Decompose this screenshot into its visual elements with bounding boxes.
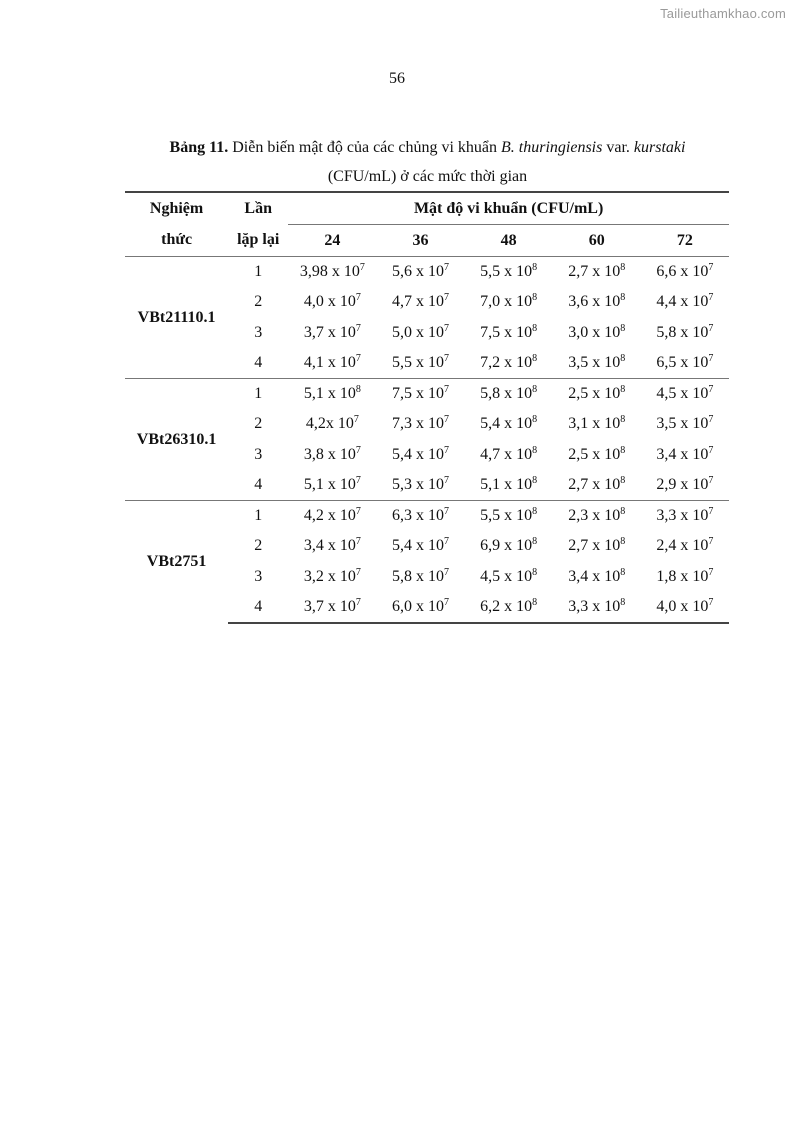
density-mantissa: 5,5 x 10 bbox=[480, 507, 533, 524]
density-cell bbox=[376, 379, 464, 410]
replicate-cell: 1 bbox=[228, 379, 288, 410]
density-exponent: 8 bbox=[532, 292, 538, 304]
density-cell bbox=[641, 257, 729, 288]
density-cell bbox=[465, 287, 553, 318]
density-cell bbox=[641, 348, 729, 379]
density-cell bbox=[641, 562, 729, 593]
density-exponent: 7 bbox=[708, 596, 714, 608]
density-cell bbox=[553, 257, 641, 288]
density-mantissa: 4,2 x 10 bbox=[303, 507, 356, 524]
density-exponent: 7 bbox=[708, 566, 714, 578]
caption-line-2: (CFU/mL) ở các mức thời gian bbox=[327, 168, 528, 185]
density-mantissa: 3,3 x 10 bbox=[656, 507, 709, 524]
density-cell bbox=[553, 318, 641, 349]
density-exponent: 7 bbox=[355, 566, 361, 578]
density-mantissa: 4,7 x 10 bbox=[480, 445, 533, 463]
density-cell bbox=[553, 379, 641, 410]
density-mantissa: 3,0 x 10 bbox=[568, 323, 621, 341]
density-cell bbox=[376, 348, 464, 379]
density-mantissa: 5,4 x 10 bbox=[391, 537, 444, 555]
density-mantissa: 3,4 x 10 bbox=[656, 445, 709, 463]
density-cell bbox=[288, 501, 376, 532]
density-cell bbox=[465, 470, 553, 501]
header-rep-line1: Lần bbox=[244, 199, 272, 217]
density-mantissa: 3,2 x 10 bbox=[303, 567, 356, 585]
density-mantissa: 6,3 x 10 bbox=[391, 507, 444, 524]
density-exponent: 7 bbox=[355, 353, 361, 364]
density-cell bbox=[553, 501, 641, 532]
density-mantissa: 7,0 x 10 bbox=[480, 293, 533, 311]
density-mantissa: 4,0 x 10 bbox=[656, 597, 709, 615]
density-mantissa: 3,4 x 10 bbox=[568, 567, 621, 585]
density-exponent: 7 bbox=[708, 384, 714, 395]
density-cell bbox=[288, 531, 376, 562]
density-cell bbox=[553, 531, 641, 562]
density-exponent: 8 bbox=[532, 506, 538, 517]
density-exponent: 7 bbox=[443, 353, 449, 364]
treatment-cell: VBt2751 bbox=[125, 501, 228, 623]
density-exponent: 7 bbox=[443, 536, 449, 548]
density-mantissa: 4,2x 10 bbox=[305, 415, 354, 433]
density-cell bbox=[288, 440, 376, 471]
density-mantissa: 1,8 x 10 bbox=[656, 567, 709, 585]
density-exponent: 8 bbox=[532, 322, 538, 334]
density-cell bbox=[288, 592, 376, 623]
replicate-cell: 2 bbox=[254, 537, 263, 555]
density-table bbox=[125, 191, 729, 624]
density-mantissa: 5,8 x 10 bbox=[391, 567, 444, 585]
density-exponent: 7 bbox=[708, 536, 714, 548]
density-mantissa: 2,9 x 10 bbox=[656, 476, 709, 493]
density-exponent: 7 bbox=[708, 506, 714, 517]
density-cell bbox=[465, 592, 553, 623]
header-time: 24 bbox=[324, 231, 341, 249]
density-mantissa: 6,0 x 10 bbox=[391, 597, 444, 615]
density-mantissa: 3,6 x 10 bbox=[568, 293, 621, 311]
density-exponent: 7 bbox=[708, 353, 714, 364]
density-exponent: 7 bbox=[708, 322, 714, 334]
density-mantissa: 5,8 x 10 bbox=[480, 385, 533, 402]
density-exponent: 8 bbox=[532, 414, 538, 426]
density-mantissa: 5,0 x 10 bbox=[391, 323, 444, 341]
density-cell bbox=[376, 531, 464, 562]
density-exponent: 7 bbox=[708, 262, 714, 273]
density-mantissa: 3,8 x 10 bbox=[303, 445, 356, 463]
table-row bbox=[125, 379, 729, 410]
density-mantissa: 5,8 x 10 bbox=[656, 323, 709, 341]
density-mantissa: 3,7 x 10 bbox=[303, 323, 356, 341]
header-treatment bbox=[125, 192, 228, 225]
replicate-cell: 2 bbox=[254, 293, 263, 311]
replicate-cell: 4 bbox=[254, 354, 263, 371]
density-cell bbox=[288, 470, 376, 501]
caption-species: B. thuringiensis bbox=[501, 139, 603, 156]
density-mantissa: 5,5 x 10 bbox=[480, 263, 533, 280]
density-exponent: 7 bbox=[443, 566, 449, 578]
density-mantissa: 4,0 x 10 bbox=[303, 293, 356, 311]
density-cell bbox=[288, 562, 376, 593]
density-exponent: 7 bbox=[443, 384, 449, 395]
header-rep-line2: lặp lại bbox=[237, 231, 280, 249]
density-mantissa: 7,5 x 10 bbox=[480, 323, 533, 341]
density-cell bbox=[376, 257, 464, 288]
density-exponent: 8 bbox=[532, 384, 538, 395]
caption-label: Bảng 11. bbox=[169, 139, 229, 156]
density-exponent: 7 bbox=[355, 322, 361, 334]
density-mantissa: 7,3 x 10 bbox=[391, 415, 444, 433]
density-exponent: 8 bbox=[532, 596, 538, 608]
treatment-cell: VBt26310.1 bbox=[125, 379, 228, 501]
density-cell bbox=[465, 562, 553, 593]
header-rep bbox=[228, 192, 288, 225]
caption-line-1 bbox=[120, 133, 735, 162]
density-exponent: 8 bbox=[532, 353, 538, 364]
density-mantissa: 3,98 x 10 bbox=[299, 263, 360, 280]
density-mantissa: 3,1 x 10 bbox=[568, 415, 621, 433]
density-mantissa: 5,1 x 10 bbox=[303, 385, 356, 402]
density-cell bbox=[641, 470, 729, 501]
header-time: 48 bbox=[500, 231, 517, 249]
table-row bbox=[125, 501, 729, 532]
density-mantissa: 2,7 x 10 bbox=[568, 476, 621, 493]
header-density-group: Mật độ vi khuẩn (CFU/mL) bbox=[288, 192, 729, 225]
density-exponent: 7 bbox=[443, 506, 449, 517]
density-exponent: 8 bbox=[620, 444, 626, 456]
density-exponent: 8 bbox=[620, 353, 626, 364]
density-cell bbox=[465, 409, 553, 440]
header-row-1 bbox=[125, 192, 729, 225]
density-cell bbox=[376, 592, 464, 623]
density-cell bbox=[465, 379, 553, 410]
density-cell bbox=[465, 318, 553, 349]
replicate-cell: 3 bbox=[254, 567, 263, 585]
replicate-cell: 3 bbox=[254, 323, 263, 341]
density-exponent: 7 bbox=[355, 536, 361, 548]
treatment-cell: VBt21110.1 bbox=[125, 257, 228, 379]
table-caption bbox=[120, 133, 735, 191]
density-exponent: 8 bbox=[620, 414, 626, 426]
density-mantissa: 2,3 x 10 bbox=[568, 507, 621, 524]
density-cell bbox=[553, 440, 641, 471]
density-exponent: 8 bbox=[620, 536, 626, 548]
density-mantissa: 3,5 x 10 bbox=[568, 354, 621, 371]
density-cell bbox=[641, 379, 729, 410]
caption-text: Diễn biến mật độ của các chủng vi khuẩn bbox=[228, 139, 502, 156]
density-cell bbox=[288, 287, 376, 318]
density-cell bbox=[288, 318, 376, 349]
density-cell bbox=[553, 470, 641, 501]
watermark: Tailieuthamkhao.com bbox=[660, 6, 786, 21]
density-mantissa: 5,6 x 10 bbox=[391, 263, 444, 280]
density-cell bbox=[553, 562, 641, 593]
density-mantissa: 2,4 x 10 bbox=[656, 537, 709, 555]
density-mantissa: 5,1 x 10 bbox=[303, 476, 356, 493]
density-cell bbox=[288, 257, 376, 288]
density-mantissa: 2,7 x 10 bbox=[568, 263, 621, 280]
density-exponent: 7 bbox=[708, 444, 714, 456]
density-cell bbox=[376, 318, 464, 349]
density-exponent: 8 bbox=[620, 596, 626, 608]
density-cell bbox=[553, 287, 641, 318]
density-mantissa: 4,5 x 10 bbox=[480, 567, 533, 585]
density-exponent: 7 bbox=[355, 506, 361, 517]
caption-var: var. bbox=[602, 139, 634, 156]
density-mantissa: 3,7 x 10 bbox=[303, 597, 356, 615]
density-exponent: 8 bbox=[620, 292, 626, 304]
page-number: 56 bbox=[389, 70, 405, 87]
density-cell bbox=[465, 440, 553, 471]
caption-subspecies: kurstaki bbox=[633, 139, 686, 156]
replicate-cell: 1 bbox=[228, 501, 288, 532]
density-exponent: 8 bbox=[620, 262, 626, 273]
replicate-cell: 4 bbox=[254, 476, 263, 493]
density-cell bbox=[641, 531, 729, 562]
density-exponent: 8 bbox=[620, 475, 626, 486]
density-exponent: 7 bbox=[443, 292, 449, 304]
density-exponent: 8 bbox=[620, 506, 626, 517]
density-mantissa: 5,4 x 10 bbox=[391, 445, 444, 463]
density-cell bbox=[376, 287, 464, 318]
replicate-cell: 3 bbox=[254, 445, 263, 463]
density-mantissa: 4,1 x 10 bbox=[303, 354, 356, 371]
table-row bbox=[125, 257, 729, 288]
density-mantissa: 4,5 x 10 bbox=[656, 385, 709, 402]
density-exponent: 8 bbox=[620, 384, 626, 395]
density-cell bbox=[465, 531, 553, 562]
density-mantissa: 5,3 x 10 bbox=[391, 476, 444, 493]
density-cell bbox=[376, 562, 464, 593]
header-time: 60 bbox=[588, 231, 605, 249]
density-cell bbox=[641, 501, 729, 532]
density-cell bbox=[553, 409, 641, 440]
density-exponent: 7 bbox=[443, 596, 449, 608]
density-mantissa: 7,2 x 10 bbox=[480, 354, 533, 371]
density-cell bbox=[641, 440, 729, 471]
density-mantissa: 6,9 x 10 bbox=[480, 537, 533, 555]
density-exponent: 8 bbox=[532, 475, 538, 486]
density-exponent: 7 bbox=[443, 444, 449, 456]
density-exponent: 7 bbox=[353, 414, 359, 426]
density-cell bbox=[465, 501, 553, 532]
density-cell bbox=[288, 379, 376, 410]
density-cell bbox=[641, 318, 729, 349]
density-cell bbox=[641, 409, 729, 440]
density-mantissa: 4,7 x 10 bbox=[391, 293, 444, 311]
density-exponent: 7 bbox=[443, 322, 449, 334]
density-exponent: 7 bbox=[359, 262, 365, 273]
header-treatment-line1: Nghiệm bbox=[149, 199, 204, 217]
density-mantissa: 5,4 x 10 bbox=[480, 415, 533, 433]
density-exponent: 8 bbox=[532, 444, 538, 456]
density-exponent: 7 bbox=[708, 475, 714, 486]
density-mantissa: 6,2 x 10 bbox=[480, 597, 533, 615]
density-exponent: 7 bbox=[355, 475, 361, 486]
density-exponent: 7 bbox=[355, 596, 361, 608]
density-exponent: 8 bbox=[532, 566, 538, 578]
density-cell bbox=[376, 501, 464, 532]
density-exponent: 8 bbox=[620, 322, 626, 334]
density-mantissa: 3,5 x 10 bbox=[656, 415, 709, 433]
density-mantissa: 7,5 x 10 bbox=[391, 385, 444, 402]
density-exponent: 7 bbox=[443, 414, 449, 426]
density-mantissa: 2,5 x 10 bbox=[568, 445, 621, 463]
density-mantissa: 3,4 x 10 bbox=[303, 537, 356, 555]
density-cell bbox=[376, 440, 464, 471]
density-exponent: 7 bbox=[443, 262, 449, 273]
density-exponent: 8 bbox=[532, 262, 538, 273]
density-cell bbox=[641, 287, 729, 318]
density-cell bbox=[465, 348, 553, 379]
density-mantissa: 5,1 x 10 bbox=[480, 476, 533, 493]
density-mantissa: 6,6 x 10 bbox=[656, 263, 709, 280]
density-exponent: 7 bbox=[708, 414, 714, 426]
density-cell bbox=[288, 409, 376, 440]
density-exponent: 7 bbox=[355, 292, 361, 304]
density-exponent: 7 bbox=[443, 475, 449, 486]
density-exponent: 8 bbox=[355, 384, 361, 395]
density-cell bbox=[288, 348, 376, 379]
density-cell bbox=[376, 409, 464, 440]
header-row-2 bbox=[125, 225, 729, 257]
density-cell bbox=[465, 257, 553, 288]
header-time: 72 bbox=[676, 231, 693, 249]
header-treatment-line2: thức bbox=[161, 231, 193, 249]
density-cell bbox=[553, 348, 641, 379]
density-mantissa: 2,7 x 10 bbox=[568, 537, 621, 555]
density-exponent: 7 bbox=[708, 292, 714, 304]
replicate-cell: 4 bbox=[228, 592, 288, 623]
density-exponent: 7 bbox=[355, 444, 361, 456]
density-mantissa: 2,5 x 10 bbox=[568, 385, 621, 402]
density-mantissa: 4,4 x 10 bbox=[656, 293, 709, 311]
header-time: 36 bbox=[412, 231, 429, 249]
density-mantissa: 3,3 x 10 bbox=[568, 597, 621, 615]
replicate-cell: 2 bbox=[254, 415, 263, 433]
density-mantissa: 5,5 x 10 bbox=[391, 354, 444, 371]
density-cell bbox=[553, 592, 641, 623]
density-cell bbox=[641, 592, 729, 623]
density-cell bbox=[376, 470, 464, 501]
replicate-cell: 1 bbox=[228, 257, 288, 288]
density-exponent: 8 bbox=[620, 566, 626, 578]
density-mantissa: 6,5 x 10 bbox=[656, 354, 709, 371]
table-body bbox=[125, 257, 729, 623]
density-exponent: 8 bbox=[532, 536, 538, 548]
